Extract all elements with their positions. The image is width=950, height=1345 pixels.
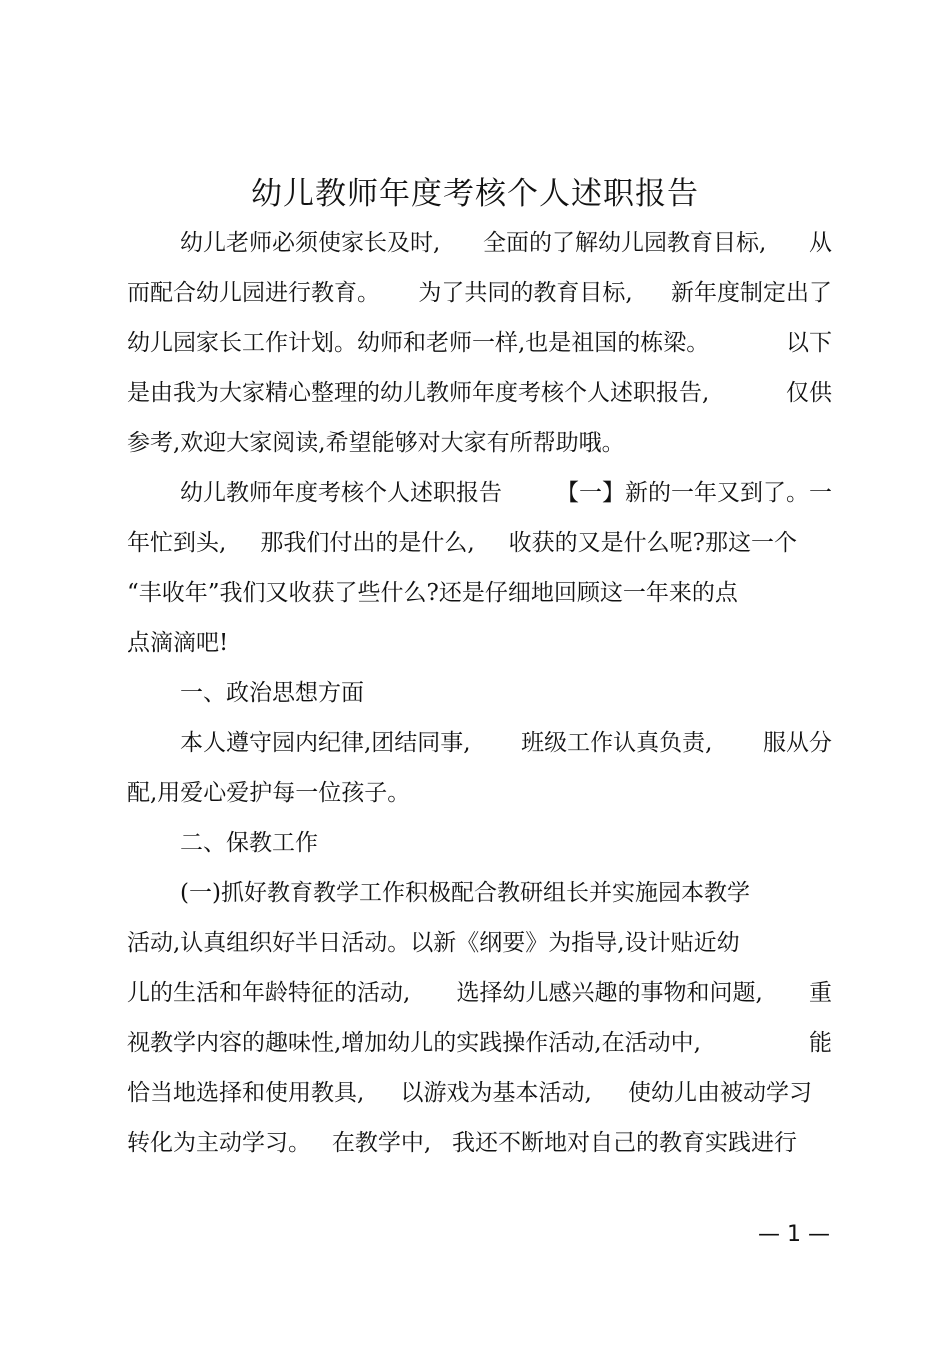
- text-segment: 幼儿老师必须使家长及时,: [180, 230, 441, 256]
- text-segment: 重: [809, 980, 832, 1006]
- section-heading: [180, 668, 832, 718]
- text-line: [127, 268, 832, 318]
- text-line: [127, 768, 832, 818]
- text-segment: 班级工作认真负责,: [521, 730, 713, 756]
- section-heading: [180, 818, 832, 868]
- text-line: [127, 518, 797, 568]
- text-segment: 儿的生活和年龄特征的活动,: [127, 980, 411, 1006]
- text-line: [180, 718, 832, 768]
- text-segment: 收获的又是什么呢?那这一个: [508, 530, 797, 556]
- text-line: [127, 618, 832, 668]
- text-segment: 点滴滴吧!: [127, 630, 229, 656]
- text-segment: 选择幼儿感兴趣的事物和问题,: [456, 980, 763, 1006]
- text-segment: 一、政治思想方面: [180, 680, 364, 706]
- text-segment: 能: [809, 1030, 832, 1056]
- text-segment: 在教学中,: [331, 1130, 432, 1156]
- text-segment: 仅供: [786, 380, 832, 406]
- text-segment: 恰当地选择和使用教具,: [127, 1080, 365, 1106]
- text-segment: 全面的了解幼儿园教育目标,: [483, 230, 767, 256]
- text-segment: 【一】新的一年又到了。一: [556, 480, 832, 506]
- text-line: [127, 318, 832, 368]
- text-segment: 我还不断地对自己的教育实践进行: [452, 1130, 797, 1156]
- text-segment: 参考,欢迎大家阅读,希望能够对大家有所帮助哦。: [127, 430, 625, 456]
- text-segment: 配,用爱心爱护每一位孩子。: [127, 780, 411, 806]
- text-segment: 视教学内容的趣味性,增加幼儿的实践操作活动,在活动中,: [127, 1030, 701, 1056]
- text-segment: 二、保教工作: [180, 830, 318, 856]
- text-line: [180, 218, 832, 268]
- text-segment: 转化为主动学习。: [127, 1130, 311, 1156]
- text-segment: 而配合幼儿园进行教育。: [127, 280, 380, 306]
- document-title: 幼儿教师年度考核个人述职报告: [251, 176, 699, 212]
- text-segment: 年忙到头,: [127, 530, 227, 556]
- text-line: [127, 1018, 832, 1068]
- text-line: [127, 1118, 797, 1168]
- text-segment: 为了共同的教育目标,: [418, 280, 633, 306]
- text-segment: “丰收年”我们又收获了些什么?还是仔细地回顾这一年来的点: [127, 580, 738, 606]
- text-segment: 从: [809, 230, 832, 256]
- text-segment: 本人遵守园内纪律,团结同事,: [180, 730, 471, 756]
- text-segment: 是由我为大家精心整理的幼儿教师年度考核个人述职报告,: [127, 380, 710, 406]
- text-segment: 活动,认真组织好半日活动。以新《纲要》为指导,设计贴近幼: [127, 930, 740, 956]
- text-line: [127, 918, 832, 968]
- text-line: [180, 868, 832, 918]
- text-segment: 新年度制定出了: [671, 280, 832, 306]
- text-segment: (一)抓好教育教学工作积极配合教研组长并实施园本教学: [180, 880, 750, 906]
- text-line: [127, 1068, 812, 1118]
- text-line: [127, 368, 832, 418]
- text-segment: 使幼儿由被动学习: [628, 1080, 812, 1106]
- text-segment: 幼儿园家长工作计划。幼师和老师一样,也是祖国的栋梁。: [127, 330, 710, 356]
- text-line: [180, 468, 832, 518]
- text-segment: 服从分: [763, 730, 832, 756]
- text-segment: 以游戏为基本活动,: [400, 1080, 592, 1106]
- text-segment: 以下: [786, 330, 832, 356]
- text-segment: 那我们付出的是什么,: [260, 530, 475, 556]
- text-line: [127, 968, 832, 1018]
- text-line: [127, 418, 832, 468]
- page-number: — 1 —: [758, 1222, 830, 1247]
- text-segment: 幼儿教师年度考核个人述职报告: [180, 480, 502, 506]
- text-line: [127, 568, 832, 618]
